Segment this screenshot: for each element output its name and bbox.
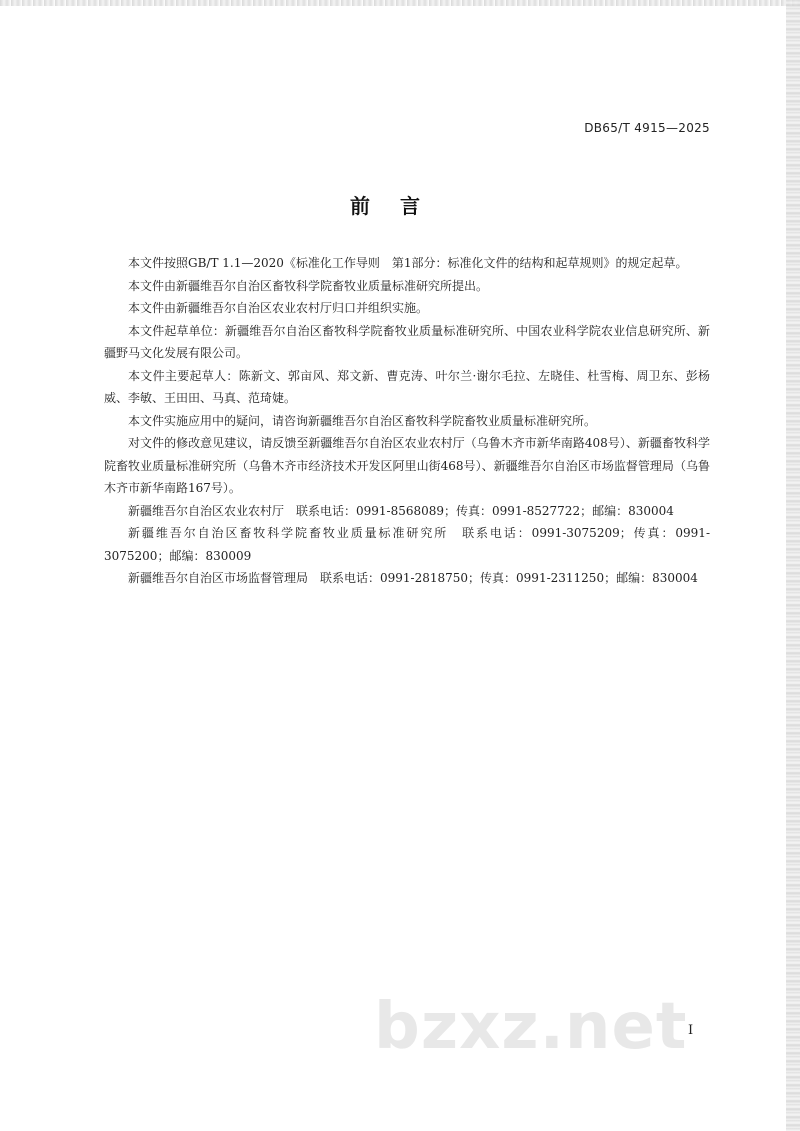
paragraph-7: 对文件的修改意见建议，请反馈至新疆维吾尔自治区农业农村厅（乌鲁木齐市新华南路408号）、新疆畜牧科学院畜牧业质量标准研究所（乌鲁木齐市经济技术开发区阿里山街468号）、新疆维吾尔自治区市场监督管理局（乌鲁木齐市新华南路167号）。 — [104, 436, 710, 495]
watermark: bzxz.net — [374, 990, 688, 1064]
scan-right-edge — [786, 0, 800, 1131]
contact-line-1: 新疆维吾尔自治区农业农村厅 联系电话：0991-8568089；传真：0991-8527722；邮编：830004 — [128, 503, 674, 518]
page-number: I — [688, 1023, 694, 1038]
paragraph-3: 本文件由新疆维吾尔自治区农业农村厅归口并组织实施。 — [128, 301, 429, 315]
scan-top-edge — [0, 0, 800, 6]
page-title: 前言 — [350, 194, 450, 218]
foreword-body — [104, 252, 710, 590]
paragraph-5: 本文件主要起草人：陈新文、郭亩风、郑文新、曹克涛、叶尔兰·谢尔毛拉、左晓佳、杜雪梅、周卫东、彭杨威、李敏、王田田、马真、范琦婕。 — [104, 368, 710, 405]
contact-line-2: 新疆维吾尔自治区畜牧科学院畜牧业质量标准研究所 联系电话：0991-3075209；传真：0991-3075200；邮编：830009 — [104, 526, 710, 563]
paragraph-6: 本文件实施应用中的疑问，请咨询新疆维吾尔自治区畜牧科学院畜牧业质量标准研究所。 — [128, 413, 597, 428]
contact-line-3: 新疆维吾尔自治区市场监督管理局 联系电话：0991-2818750；传真：0991-2311250；邮编：830004 — [128, 571, 698, 585]
paragraph-1: 本文件按照GB/T 1.1—2020《标准化工作导则 第1部分：标准化文件的结构和起草规则》的规定起草。 — [128, 256, 688, 270]
paragraph-4: 本文件起草单位：新疆维吾尔自治区畜牧科学院畜牧业质量标准研究所、中国农业科学院农业信息研究所、新疆野马文化发展有限公司。 — [104, 323, 710, 360]
paragraph-2: 本文件由新疆维吾尔自治区畜牧科学院畜牧业质量标准研究所提出。 — [128, 278, 489, 293]
document-code: DB65/T 4915—2025 — [584, 121, 710, 135]
